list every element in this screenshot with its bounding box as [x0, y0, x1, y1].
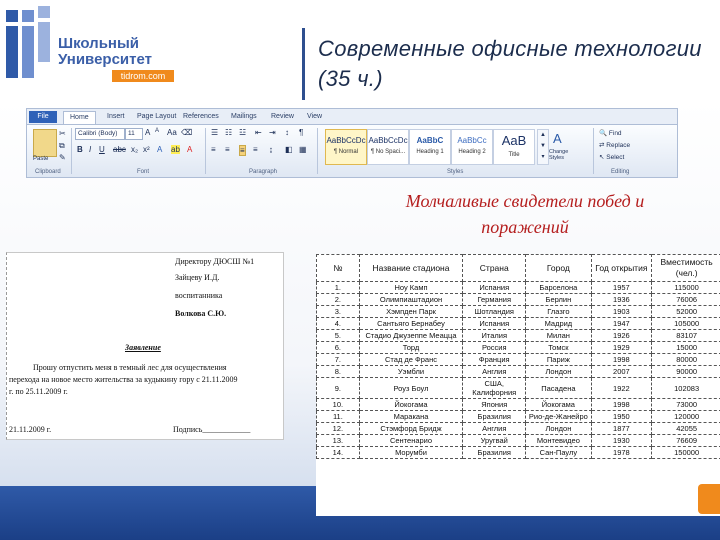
style-sample: AaBbCcDc [368, 136, 408, 145]
table-cell: Уэмбли [359, 366, 463, 378]
table-cell: 14. [317, 447, 360, 459]
style-name: Heading 2 [458, 149, 486, 155]
table-cell: Россия [463, 342, 526, 354]
table-cell: Уругвай [463, 435, 526, 447]
section-heading [350, 188, 700, 240]
table-row [317, 366, 720, 378]
font-size-select[interactable]: 11 [125, 128, 143, 140]
font-color-icon[interactable]: A [187, 145, 193, 154]
table-cell: 1936 [591, 294, 652, 306]
table-row [317, 318, 720, 330]
sort-icon[interactable]: ↕ [285, 128, 289, 137]
table-cell: Париж [526, 354, 591, 366]
section-heading-line1: Молчаливые свидетели побед и [405, 191, 645, 211]
table-cell: Франция [463, 354, 526, 366]
align-center-icon[interactable]: ≡ [225, 145, 230, 154]
justify-icon[interactable]: ≡ [240, 146, 245, 155]
style-sample: AaBbCc [457, 136, 487, 145]
bold-icon[interactable]: B [77, 145, 83, 154]
tab-home[interactable]: Home [63, 111, 96, 124]
table-cell: 1957 [591, 282, 652, 294]
table-row [317, 378, 720, 399]
col-city: Город [526, 255, 591, 282]
style-title[interactable] [493, 129, 535, 165]
table-cell: 4. [317, 318, 360, 330]
table-cell: Япония [463, 399, 526, 411]
style-name: Title [508, 152, 520, 158]
separator [593, 128, 594, 174]
style-heading-1[interactable] [409, 129, 451, 165]
table-cell: Берлин [526, 294, 591, 306]
paste-icon[interactable] [33, 129, 57, 157]
table-cell: 2. [317, 294, 360, 306]
table-header-row [317, 255, 720, 282]
table-cell: Стэмфорд Бридж [359, 423, 463, 435]
table-cell: США, Калифорния [463, 378, 526, 399]
style-heading-2[interactable] [451, 129, 493, 165]
format-painter-icon[interactable]: ✎ [59, 153, 66, 162]
table-cell: 7. [317, 354, 360, 366]
table-cell: Йокогама [526, 399, 591, 411]
table-cell: 1998 [591, 354, 652, 366]
table-cell: 1998 [591, 399, 652, 411]
style-name: Heading 1 [416, 149, 444, 155]
superscript-icon[interactable]: x² [143, 145, 150, 154]
style-name: ¶ Normal [333, 149, 359, 155]
document-signature: Подпись____________ [173, 425, 251, 434]
table-cell: Германия [463, 294, 526, 306]
document-sample [6, 252, 284, 440]
style-sample: AaBbCcDc [326, 136, 366, 145]
numbering-icon[interactable]: ☷ [225, 128, 233, 137]
table-cell: 1950 [591, 411, 652, 423]
strikethrough-icon[interactable]: abc [113, 145, 126, 154]
tab-view[interactable]: View [307, 113, 323, 120]
style-no-spacing[interactable] [367, 129, 409, 165]
sender-line2: Волкова С.Ю. [175, 309, 227, 318]
italic-icon[interactable]: I [89, 145, 92, 154]
table-cell: Стад де Франс [359, 354, 463, 366]
multilevel-icon[interactable]: ☳ [239, 128, 247, 137]
table-cell: Испания [463, 318, 526, 330]
font-name-select[interactable]: Calibri (Body) [75, 128, 125, 140]
table-cell: 76006 [652, 294, 720, 306]
page-title: Современные офисные технологии (35 ч.) [318, 36, 702, 91]
shading-icon[interactable]: ◧ [285, 145, 293, 154]
table-row [317, 399, 720, 411]
table-cell: 80000 [652, 354, 720, 366]
group-editing: Editing [611, 169, 630, 175]
group-font: Font [137, 169, 150, 175]
table-cell: 83107 [652, 330, 720, 342]
separator [205, 128, 206, 174]
table-row [317, 435, 720, 447]
table-cell: 150000 [652, 447, 720, 459]
style-sample: AaBbC [416, 136, 444, 145]
tab-mailings[interactable]: Mailings [231, 113, 257, 120]
table-cell: Италия [463, 330, 526, 342]
table-row [317, 330, 720, 342]
section-heading-line2: поражений [481, 217, 569, 237]
col-stadium: Название стадиона [359, 255, 463, 282]
table-cell: Сентенарио [359, 435, 463, 447]
borders-icon[interactable]: ▦ [299, 145, 307, 154]
line-spacing-icon[interactable]: ↨ [269, 145, 273, 154]
next-slide-tab[interactable] [698, 484, 720, 514]
table-cell: 1922 [591, 378, 652, 399]
table-cell: 105000 [652, 318, 720, 330]
table-cell: 1929 [591, 342, 652, 354]
find-icon: 🔍 [599, 130, 608, 137]
document-body-2: перехода на новое место жительства за кудыкину гору с 21.11.2009 [9, 375, 238, 384]
table-row [317, 282, 720, 294]
table-cell: Бразилия [463, 447, 526, 459]
copy-icon[interactable]: ⧉ [59, 141, 65, 150]
table-row [317, 342, 720, 354]
table-row [317, 447, 720, 459]
table-cell: Сан-Паулу [526, 447, 591, 459]
highlight-icon[interactable]: ab [171, 145, 180, 154]
table-cell: 120000 [652, 411, 720, 423]
ribbon-body [27, 124, 677, 177]
table-cell: Испания [463, 282, 526, 294]
table-cell: 1903 [591, 306, 652, 318]
col-year: Год открытия [591, 255, 652, 282]
table-cell: 11. [317, 411, 360, 423]
table-cell: 73000 [652, 399, 720, 411]
tab-file[interactable]: File [29, 111, 57, 123]
clear-format-icon[interactable]: ⌫ [181, 128, 193, 137]
table-cell: Роуз Боул [359, 378, 463, 399]
table-row [317, 423, 720, 435]
table-cell: Лондон [526, 423, 591, 435]
col-country: Страна [463, 255, 526, 282]
table-cell: 90000 [652, 366, 720, 378]
stadium-table-wrap [316, 254, 720, 516]
word-ribbon [26, 108, 678, 178]
table-cell: 6. [317, 342, 360, 354]
table-cell: 2007 [591, 366, 652, 378]
separator [317, 128, 318, 174]
table-cell: 42055 [652, 423, 720, 435]
table-cell: 115000 [652, 282, 720, 294]
style-sample: AaB [501, 133, 527, 148]
table-cell: 8. [317, 366, 360, 378]
shrink-font-icon[interactable]: A [155, 128, 160, 134]
table-cell: 52000 [652, 306, 720, 318]
table-cell: 12. [317, 423, 360, 435]
find-button[interactable] [599, 129, 622, 137]
group-styles: Styles [447, 169, 464, 175]
table-cell: 1877 [591, 423, 652, 435]
tab-insert[interactable]: Insert [107, 113, 125, 120]
table-cell: Мадрид [526, 318, 591, 330]
col-capacity: Вместимость (чел.) [652, 255, 720, 282]
table-cell: Глазго [526, 306, 591, 318]
cut-icon[interactable]: ✂ [59, 129, 66, 138]
subscript-icon[interactable]: x₂ [131, 145, 139, 154]
tab-references[interactable]: References [183, 113, 219, 120]
table-cell: Монтевидео [526, 435, 591, 447]
table-cell: 10. [317, 399, 360, 411]
table-cell: 1978 [591, 447, 652, 459]
table-cell: 1947 [591, 318, 652, 330]
change-styles-label[interactable]: Change Styles [549, 149, 569, 161]
paste-label[interactable]: Paste [33, 156, 49, 162]
document-body-3: г. по 25.11.2009 г. [9, 387, 68, 396]
table-cell: Томск [526, 342, 591, 354]
document-date: 21.11.2009 г. [9, 425, 52, 434]
table-cell: 9. [317, 378, 360, 399]
select-button[interactable] [599, 153, 624, 161]
styles-scroll-icon[interactable]: ▲ ▼ ▾ [537, 129, 549, 165]
replace-label: Replace [606, 142, 631, 149]
table-cell: Морумби [359, 447, 463, 459]
table-cell: 15000 [652, 342, 720, 354]
table-cell: 76609 [652, 435, 720, 447]
addressee-line2: Зайцеву И.Д. [175, 273, 220, 282]
table-row [317, 294, 720, 306]
decrease-indent-icon[interactable]: ⇤ [255, 128, 262, 137]
style-normal[interactable] [325, 129, 367, 165]
col-number: № [317, 255, 360, 282]
table-row [317, 411, 720, 423]
table-cell: 3. [317, 306, 360, 318]
table-cell: Ноу Камп [359, 282, 463, 294]
logo-text-1: Школьный [58, 35, 140, 52]
addressee-line1: Директору ДЮСШ №1 [175, 257, 255, 266]
separator [71, 128, 72, 174]
find-label: Find [608, 130, 622, 137]
table-cell: 1926 [591, 330, 652, 342]
table-cell: Англия [463, 366, 526, 378]
align-right-icon[interactable]: ≡ [253, 145, 258, 154]
table-cell: 1. [317, 282, 360, 294]
grow-font-icon[interactable]: A [145, 128, 151, 137]
table-cell: Лондон [526, 366, 591, 378]
style-name: ¶ No Spaci... [370, 149, 406, 155]
stadium-table [316, 254, 720, 459]
table-cell: Англия [463, 423, 526, 435]
select-label: Select [606, 154, 625, 161]
underline-icon[interactable]: U [99, 145, 105, 154]
change-case-icon[interactable]: Aa [167, 128, 177, 137]
document-title: Заявление [125, 343, 161, 352]
text-effects-icon[interactable]: A [157, 145, 163, 154]
table-cell: Маракана [359, 411, 463, 423]
table-cell: Торд [359, 342, 463, 354]
table-cell: Пасадена [526, 378, 591, 399]
table-cell: Бразилия [463, 411, 526, 423]
school-university-logo [0, 0, 200, 92]
table-row [317, 354, 720, 366]
change-styles-icon[interactable]: A [553, 131, 562, 146]
group-paragraph: Paragraph [249, 169, 278, 175]
table-cell: 102083 [652, 378, 720, 399]
tab-page-layout[interactable]: Page Layout [137, 113, 177, 120]
table-cell: Хэмпден Парк [359, 306, 463, 318]
tab-review[interactable]: Review [271, 113, 294, 120]
table-cell: Стадио Джузеппе Меацца [359, 330, 463, 342]
sender-line1: воспитанника [175, 291, 223, 300]
replace-button[interactable] [599, 141, 630, 149]
pilcrow-icon[interactable]: ¶ [299, 128, 304, 137]
document-body-1: Прошу отпустить меня в темный лес для осуществления [33, 363, 227, 372]
replace-icon: ⇄ [599, 142, 605, 149]
table-cell: Сантьяго Бернабеу [359, 318, 463, 330]
bullets-icon[interactable]: ☰ [211, 128, 219, 137]
table-cell: Милан [526, 330, 591, 342]
table-row [317, 306, 720, 318]
table-cell: 13. [317, 435, 360, 447]
table-cell: Олимпиаштадион [359, 294, 463, 306]
table-cell: 5. [317, 330, 360, 342]
table-body [317, 282, 720, 459]
align-left-icon[interactable]: ≡ [211, 145, 216, 154]
select-icon: ↖ [599, 154, 605, 161]
group-clipboard: Clipboard [35, 169, 61, 175]
increase-indent-icon[interactable]: ⇥ [269, 128, 276, 137]
logo-text-2: Университет [58, 51, 152, 68]
table-cell: Рио-де-Жанейро [526, 411, 591, 423]
logo-url: tidrom.com [112, 70, 174, 82]
table-cell: Йокогама [359, 399, 463, 411]
table-cell: 1930 [591, 435, 652, 447]
table-cell: Барселона [526, 282, 591, 294]
table-cell: Шотландия [463, 306, 526, 318]
